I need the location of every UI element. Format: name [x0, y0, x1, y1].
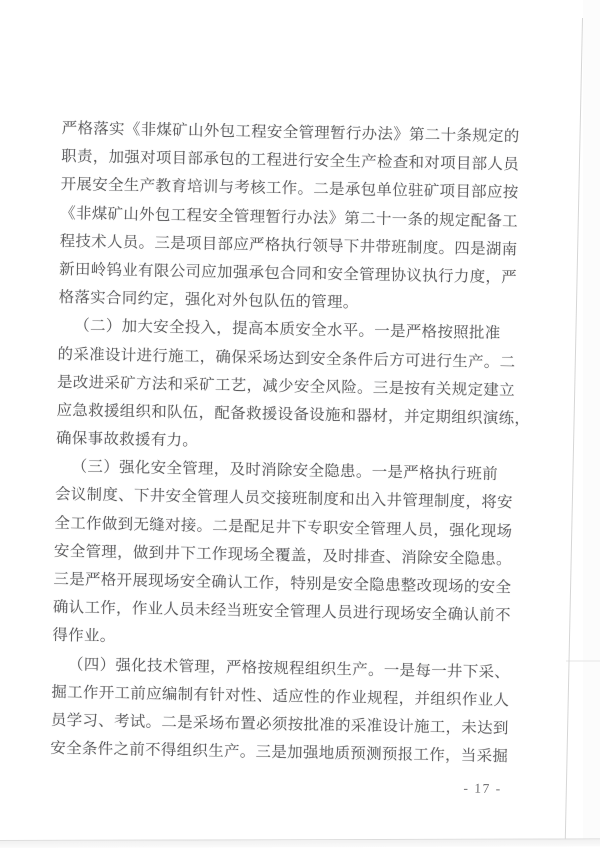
- text-line: 职责，加强对项目部承包的工程进行安全生产检查和对项目部人员: [61, 148, 520, 174]
- text-line: 确保事故救援有力。: [55, 430, 199, 450]
- text-line: 得作业。: [52, 627, 116, 646]
- text-line: 的采准设计进行施工，确保采场达到安全条件后方可进行生产。二: [57, 345, 516, 371]
- document-text-block: [50, 115, 531, 799]
- paper-edge-right-line: [565, 18, 583, 840]
- paragraphs-container: [50, 115, 531, 772]
- text-line: 程技术人员。三是项目部应严格执行领导下井带班制度。四是湖南: [59, 232, 518, 259]
- text-line: 严格落实《非煤矿山外包工程安全管理暂行办法》第二十条规定的: [61, 119, 520, 146]
- text-line: 应急救援组织和队伍，配备救援设备设施和器材，并定期组织演练，: [56, 401, 531, 428]
- paragraph: [50, 650, 518, 771]
- text-line: 开展安全生产教育培训与考核工作。二是承包单位驻矿项目部应按: [60, 176, 519, 202]
- page-number-row: [50, 772, 516, 799]
- text-line: 员学习、考试。二是采场布置必须按批准的采准设计施工，未达到: [50, 711, 509, 738]
- text-line: 安全条件之前不得组织生产。三是加强地质预测预报工作，当采掘: [50, 740, 509, 766]
- text-line: 掘工作开工前应编制有针对性、适应性的作业规程，并组织作业人: [51, 683, 510, 710]
- text-line: 《非煤矿山外包工程安全管理暂行办法》第二十一条的规定配备工: [60, 204, 519, 230]
- text-line: 安全管理，做到井下工作现场全覆盖，及时排查、消除安全隐患。: [53, 542, 513, 569]
- paragraph: [58, 115, 528, 321]
- text-line: 格落实合同约定，强化对外包队伍的管理。: [58, 289, 359, 312]
- text-line: 全工作做到无缝对接。二是配足井下专职安全管理人员，强化现场: [54, 514, 513, 540]
- text-line: 三是严格开展现场安全确认工作，特别是安全隐患整改现场的安全: [53, 570, 512, 597]
- text-line: （四）强化技术管理，严格按规程组织生产。一是每一井下采、: [67, 655, 511, 681]
- text-line: （二）加大安全投入，提高本质安全水平。一是严格按照批准: [74, 317, 501, 343]
- text-line: 新田岭钨业有限公司应加强承包合同和安全管理协议执行力度，严: [59, 260, 518, 287]
- text-line: 是改进采矿方法和采矿工艺，减少安全风险。三是按有关规定建立: [56, 373, 516, 400]
- scan-margin-right: [583, 0, 600, 840]
- scan-noise-streak: [566, 660, 600, 662]
- text-line: （三）强化安全管理，及时消除安全隐患。一是严格执行班前: [71, 458, 499, 484]
- scan-margin-bottom: [0, 839, 600, 848]
- page-number: - 17 -: [463, 780, 502, 797]
- text-line: 会议制度、下井安全管理人员交接班制度和出入井管理制度，将安: [54, 486, 514, 512]
- paragraph: [55, 312, 531, 461]
- text-line: 确认工作，作业人员未经当班安全管理人员进行现场安全确认前不: [52, 599, 511, 625]
- paragraph: [52, 453, 522, 659]
